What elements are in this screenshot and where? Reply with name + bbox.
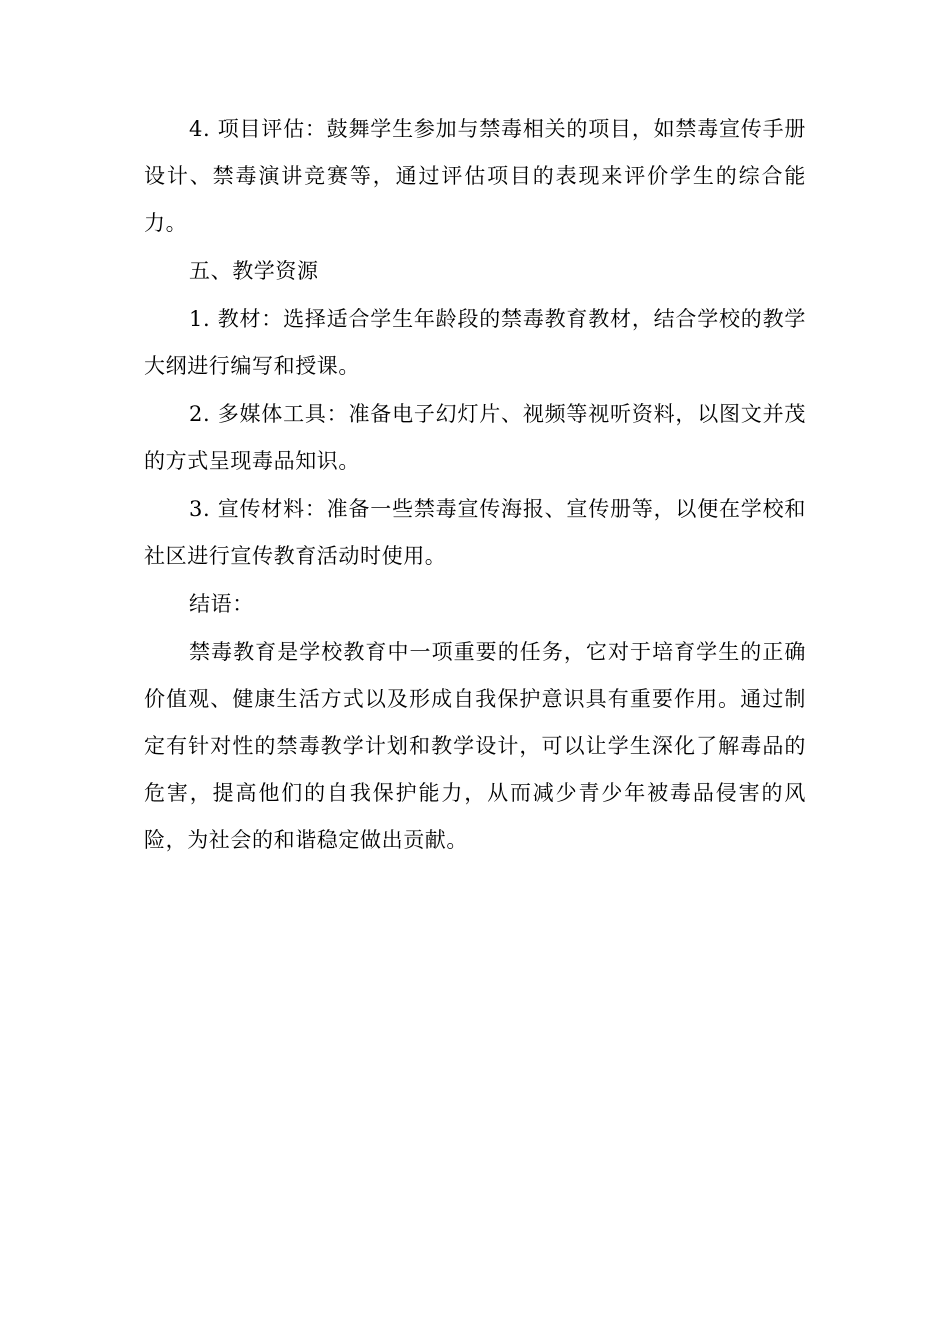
paragraph-multimedia-tools: 2. 多媒体工具：准备电子幻灯片、视频等视听资料，以图文并茂的方式呈现毒品知识。 (144, 402, 806, 473)
section-heading-teaching-resources: 五、教学资源 (189, 259, 319, 283)
paragraph-promotional-materials: 3. 宣传材料：准备一些禁毒宣传海报、宣传册等，以便在学校和社区进行宣传教育活动时使用。 (144, 497, 806, 568)
paragraph-textbooks: 1. 教材：选择适合学生年龄段的禁毒教育教材，结合学校的教学大纲进行编写和授课。 (144, 307, 806, 378)
paragraph-conclusion: 禁毒教育是学校教育中一项重要的任务，它对于培育学生的正确价值观、健康生活方式以及形成自我保护意识具有重要作用。通过制定有针对性的禁毒教学计划和教学设计，可以让学生深化了解毒品的危害，提高他们的自我保护能力，从而减少青少年被毒品侵害的风险，为社会的和谐稳定做出贡献。 (144, 640, 806, 852)
section-heading-conclusion: 结语： (189, 592, 254, 616)
document-body (144, 106, 806, 865)
paragraph-project-evaluation: 4. 项目评估：鼓舞学生参加与禁毒相关的项目，如禁毒宣传手册设计、禁毒演讲竞赛等，通过评估项目的表现来评价学生的综合能力。 (144, 117, 806, 235)
